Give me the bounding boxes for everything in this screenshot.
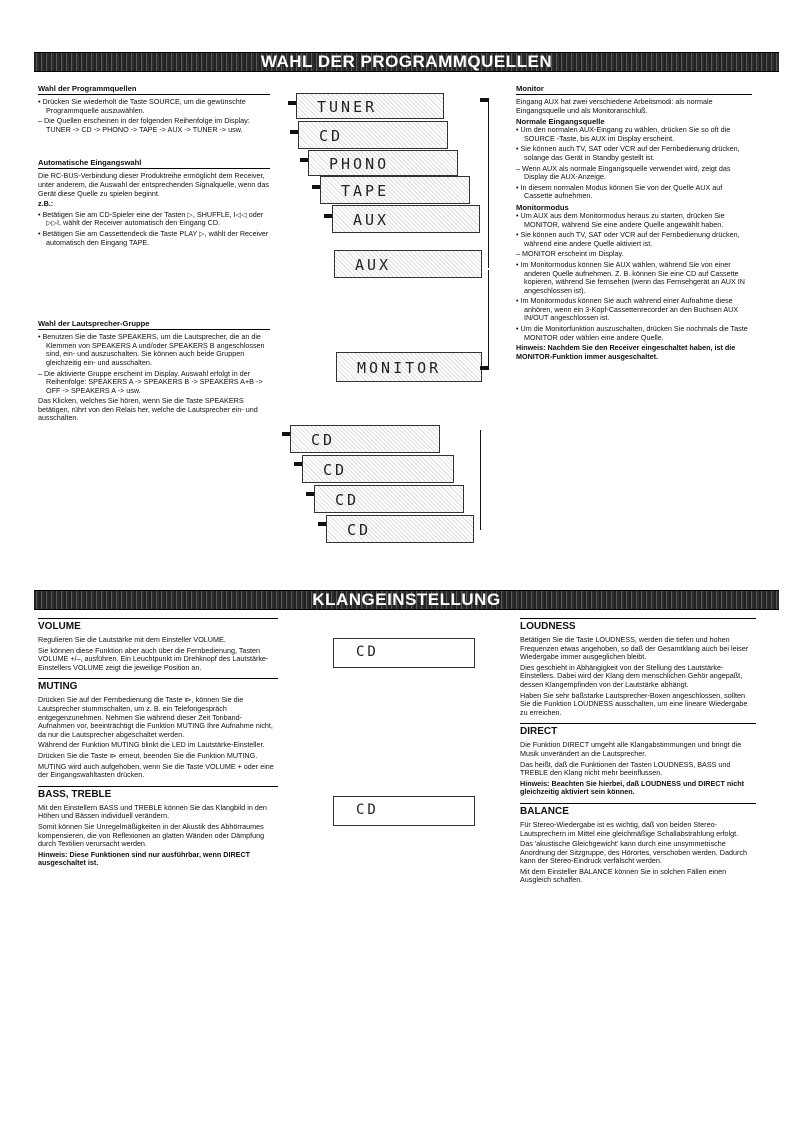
bracket-line bbox=[488, 270, 489, 370]
direct-note: Hinweis: Beachten Sie hierbei, daß LOUDNESS und DIRECT nicht gleichzeitig aktiviert sein können. bbox=[520, 778, 745, 797]
section-banner-programmquellen bbox=[34, 52, 779, 72]
lcd-cd-4: CD bbox=[326, 515, 474, 543]
lcd-muting-cd: CD bbox=[333, 796, 475, 826]
arrow-icon bbox=[324, 214, 332, 218]
loudness-p3: Haben Sie sehr baßstarke Lautsprecher-Boxen angeschlossen, sollten Sie die Funktion LOUDNESS ausschalten, um eine lineare Wiedergabe zu erreichen. bbox=[520, 690, 748, 717]
volume-p1: Regulieren Sie die Lautstärke mit dem Einsteller VOLUME. bbox=[38, 635, 226, 644]
bracket-line bbox=[488, 98, 489, 268]
bass-p2: Somit können Sie Unregelmäßigkeiten in der Akustik des Abhörraumes kompensieren, die von Reflexionen an glatten Wänden oder Dämpfung durch Textilien verursacht werden. bbox=[38, 821, 265, 849]
monitor-heading: Monitor bbox=[516, 84, 752, 95]
arrow-icon bbox=[282, 432, 290, 436]
loudness-p1: Betätigen Sie die Taste LOUDNESS, werden die tiefen und hohen Frequenzen etwas angehoben, so daß der Gesamtklang auch bei leiser Wiedergabe immer ausgeglichen bleibt. bbox=[520, 635, 749, 662]
monitormodus-bullet-2: • Sie können auch TV, SAT oder VCR auf der Fernbedienung drücken, während eine andere Quelle aktiviert ist. bbox=[516, 230, 740, 248]
banner-title: KLANGEINSTELLUNG bbox=[312, 590, 501, 609]
speaker-list bbox=[38, 333, 270, 395]
monitor-note: Hinweis: Nachdem Sie den Receiver eingeschaltet haben, ist die MONITOR-Funktion immer ausgeschaltet. bbox=[516, 343, 736, 361]
bass-note: Hinweis: Diese Funktionen sind nur ausführbar, wenn DIRECT ausgeschaltet ist. bbox=[38, 849, 251, 868]
speaker-bullet-1: • Benutzen Sie die Taste SPEAKERS, um die Lautsprecher, die an die Klemmen von SPEAKERS A und/oder SPEAKERS B angeschlossen sind, ein- und auszuschalten. Sie können auch beide Gruppen gleichzeitig ein- und ausschalten. bbox=[38, 332, 265, 367]
wahl-bullet-1: • Drücken Sie wiederholt die Taste SOURCE, um die gewünschte Programmquelle auszuwählen. bbox=[38, 97, 246, 115]
arrow-icon bbox=[306, 492, 314, 496]
lcd-cd-3: CD bbox=[314, 485, 464, 513]
arrow-icon bbox=[290, 130, 298, 134]
muting-p4: MUTING wird auch aufgehoben, wenn Sie die Taste VOLUME + oder eine der Eingangswahltasten drücken. bbox=[38, 761, 274, 780]
normal-bullet-1: • Um den normalen AUX-Eingang zu wählen, drücken Sie so oft die SOURCE -Taste, bis AUX im Display erscheint. bbox=[516, 125, 731, 143]
auto-paragraph: Die RC-BUS-Verbindung dieser Produktreihe ermöglicht dem Receiver, unter anderem, die Auswahl der entsprechenden Signalquelle, wenn das Gerät diese Quelle zu spielen beginnt. bbox=[38, 171, 269, 198]
bracket-line bbox=[480, 430, 481, 530]
loudness-p2: Dies geschieht in Abhängigkeit von der Stellung des Lautstärke-Einstellers. Dabei wird der Klang dem menschlichen Gehör angepaßt, dessen Klangempfinden von der Lautstärke abhängt. bbox=[520, 662, 743, 689]
speaker-bullet-2: – Die aktivierte Gruppe erscheint im Display. Auswahl erfolgt in der Reihenfolge: SPEAKERS A -> SPEAKERS B -> SPEAKERS A+B -> OFF -> SPEAKERS A -> usw. bbox=[38, 368, 263, 395]
monitormodus-bullet-6: • Um die Monitorfunktion auszuschalten, drücken Sie nochmals die Taste MONITOR oder wählen eine andere Quelle. bbox=[516, 324, 748, 342]
left-column-bottom bbox=[38, 618, 278, 870]
bass-heading: BASS, TREBLE bbox=[38, 786, 278, 801]
muting-p1: Drücken Sie auf der Fernbedienung die Taste ⧐, können Sie die Lautsprecher stummschalten, um z. B. ein Telefongespräch entgegenzunehmen. Nehmen Sie während dieser Zeit Tonband-Aufnahmen vor, beeinträchtigt die Funktion MUTING Ihre Aufnahme nicht, da nur die Lautsprecher abgeschaltet werden. bbox=[38, 695, 273, 739]
monitor-intro: Eingang AUX hat zwei verschiedene Arbeitsmodi: als normale Eingangsquelle und als Monitoranschluß. bbox=[516, 97, 713, 115]
arrow-icon bbox=[480, 98, 488, 102]
monitormodus-bullet-1: • Um AUX aus dem Monitormodus heraus zu starten, drücken Sie MONITOR, während Sie eine andere Quelle angewählt haben. bbox=[516, 210, 725, 229]
normal-bullet-3: – Wenn AUX als normale Eingangsquelle verwendet wird, zeigt das Display die AUX-Anzeige. bbox=[516, 163, 731, 182]
normal-bullet-2: • Sie können auch TV, SAT oder VCR auf der Fernbedienung drücken, solange das Gerät in Standby gestellt ist. bbox=[516, 144, 740, 162]
loudness-heading: LOUDNESS bbox=[520, 618, 756, 633]
lcd-aux-2: AUX bbox=[334, 250, 482, 278]
direct-heading: DIRECT bbox=[520, 723, 756, 738]
auto-bullet-1: • Betätigen Sie am CD-Spieler eine der Tasten ▷, SHUFFLE, I◁◁ oder ▷▷I, wählt der Receiver automatisch den Eingang CD. bbox=[38, 209, 264, 228]
lcd-cd-2: CD bbox=[302, 455, 454, 483]
arrow-icon bbox=[318, 522, 326, 526]
volume-heading: VOLUME bbox=[38, 618, 278, 633]
monitormodus-bullet-5: • Im Monitormodus können Sie auch während einer Aufnahme diese anhören, wenn ein 3-Kopf-Cassettenrecorder an den Buchsen AUX IN/OUT angeschlossen ist. bbox=[516, 296, 739, 323]
wahl-heading: Wahl der Programmquellen bbox=[38, 84, 270, 95]
banner-title: WAHL DER PROGRAMMQUELLEN bbox=[260, 52, 553, 71]
arrow-icon bbox=[480, 366, 488, 370]
arrow-icon bbox=[294, 462, 302, 466]
direct-p2: Das heißt, daß die Funktionen der Tasten LOUDNESS, BASS und TREBLE den Klang nicht mehr beeinflussen. bbox=[520, 759, 731, 778]
lcd-aux-1: AUX bbox=[332, 205, 480, 233]
normal-bullet-4: • In diesem normalen Modus können Sie von der Quelle AUX auf Cassette aufnehmen. bbox=[516, 182, 723, 201]
lcd-tape: TAPE bbox=[320, 176, 470, 204]
normal-list bbox=[516, 126, 752, 201]
auto-bullet-2: • Betätigen Sie am Cassettendeck die Taste PLAY ▷, wählt der Receiver automatisch den Eingang TAPE. bbox=[38, 228, 269, 247]
left-column-top bbox=[38, 84, 270, 425]
lcd-monitor: MONITOR bbox=[336, 352, 482, 382]
wahl-bullet-2: – Die Quellen erscheinen in der folgenden Reihenfolge im Display: TUNER -> CD -> PHONO -> TAPE -> AUX -> TUNER -> usw. bbox=[38, 116, 250, 134]
lcd-phono: PHONO bbox=[308, 150, 458, 176]
lcd-cd-1: CD bbox=[290, 425, 440, 453]
muting-heading: MUTING bbox=[38, 678, 278, 693]
speaker-paragraph: Das Klicken, welches Sie hören, wenn Sie die Taste SPEAKERS betätigen, rührt von den Relais her, welche die Lautsprecher ein- und ausschalten. bbox=[38, 396, 258, 423]
balance-heading: BALANCE bbox=[520, 803, 756, 818]
balance-p1: Für Stereo-Wiedergabe ist es wichtig, daß von beiden Stereo-Lautsprechern im Mittel eine gleichmäßige Schallabstrahlung erfolgt. bbox=[520, 819, 739, 838]
monitormodus-heading: Monitormodus bbox=[516, 202, 569, 212]
bass-p1: Mit den Einstellern BASS und TREBLE können Sie das Klangbild in den Höhen und Bässen individuell verändern. bbox=[38, 802, 267, 821]
lcd-volume-cd: CD bbox=[333, 638, 475, 668]
monitormodus-list bbox=[516, 212, 752, 342]
volume-p2: Sie können diese Funktion aber auch über die Fernbedienung, Tasten VOLUME +/–, ausführen. Ein Leuchtpunkt im Drehknopf des Lautstärke-Einstellers VOLUME zeigt die jeweilige Position an. bbox=[38, 645, 269, 672]
monitormodus-bullet-3: – MONITOR erscheint im Display. bbox=[516, 249, 624, 259]
arrow-icon bbox=[288, 101, 296, 105]
normal-heading: Normale Eingangsquelle bbox=[516, 117, 605, 127]
section-banner-klangeinstellung bbox=[34, 590, 779, 610]
auto-example-label: z.B.: bbox=[38, 199, 54, 209]
auto-heading: Automatische Eingangswahl bbox=[38, 158, 270, 169]
right-column-bottom bbox=[520, 618, 756, 887]
monitormodus-bullet-4: • Im Monitormodus können Sie AUX wählen, während Sie von einer anderen Quelle aufnehmen. Z. B. können Sie eine CD auf Cassette kopieren, während Sie fernsehen (wenn das Fernsehgerät an AUX IN angeschlossen ist). bbox=[516, 259, 745, 295]
right-column-top bbox=[516, 84, 752, 363]
wahl-list bbox=[38, 98, 270, 134]
arrow-icon bbox=[300, 158, 308, 162]
arrow-icon bbox=[312, 185, 320, 189]
balance-p2: Das 'akustische Gleichgewicht' kann durch eine unsymmetrische Anordnung der Sitzgruppe, des Hörortes, verschoben werden. Dadurch kann der Stereo-Eindruck verfälscht werden. bbox=[520, 839, 747, 866]
direct-p1: Die Funktion DIRECT umgeht alle Klangabstimmungen und bringt die Musik unverändert an die Lautsprecher. bbox=[520, 740, 742, 758]
balance-p3: Mit dem Einsteller BALANCE können Sie in solchen Fällen einen Ausgleich schaffen. bbox=[520, 866, 727, 885]
auto-list bbox=[38, 211, 270, 247]
lcd-cd: CD bbox=[298, 121, 448, 149]
muting-p3: Drücken Sie die Taste ⧐ erneut, beenden Sie die Funktion MUTING. bbox=[38, 750, 258, 760]
speaker-heading: Wahl der Lautsprecher-Gruppe bbox=[38, 319, 270, 330]
muting-p2: Während der Funktion MUTING blinkt die LED im Lautstärke-Einsteller. bbox=[38, 740, 265, 750]
lcd-tuner: TUNER bbox=[296, 93, 444, 119]
